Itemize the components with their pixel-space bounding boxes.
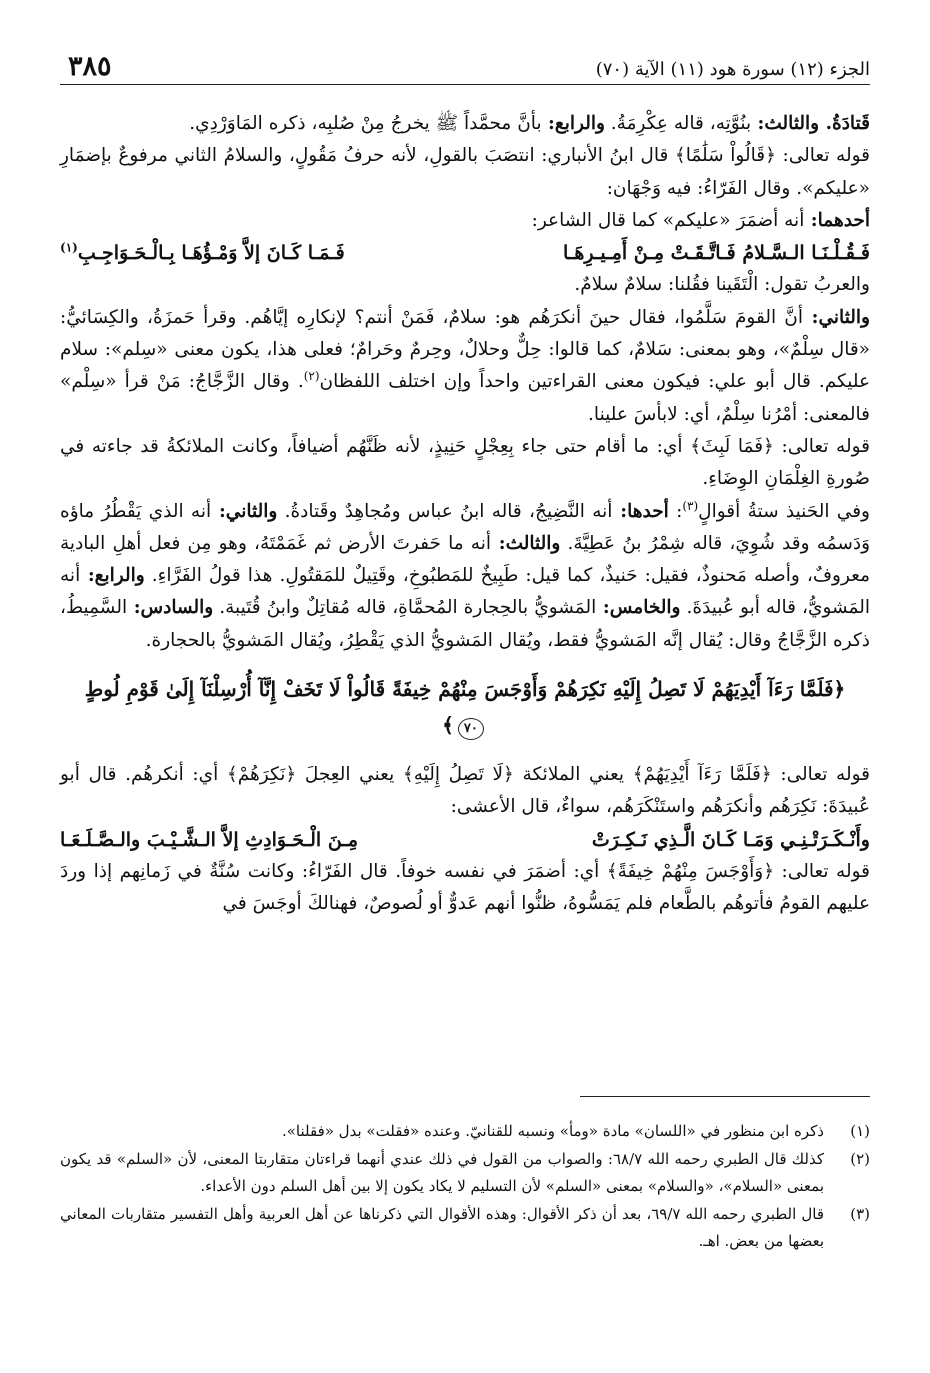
- paragraph-text: أنه المَشويُّ، قاله أبو عُبيدَةَ.: [60, 565, 870, 619]
- label-second: والثاني:: [211, 500, 278, 522]
- paragraph-text: السَّمِيطُ، ذكره الزَّجَّاجُ وقال: يُقال إنَّه المَشويُّ فقط، ويُقال المَشويُّ الذي يَقْطِرُ، ويُقال المَشويُّ بالحجارة.: [60, 597, 870, 651]
- hemistich-left: [60, 237, 345, 269]
- paragraph-7: [60, 496, 870, 657]
- paragraph-text: وفي الحَنيذ ستةُ أقوالٍ: [698, 500, 870, 522]
- paragraph-text: بأنَّ محمَّداً ﷺ يخرجُ مِنْ صُلبِه، ذكره المَاوَرْدِي.: [189, 113, 542, 134]
- verse-close-bracket: ﴾: [442, 713, 454, 738]
- label-fourth: والرابع:: [541, 113, 605, 134]
- hemistich-right: فَـقُـلْـنَـا الـسَّـلامُ فَـاتَّـقَـتْ مِـنْ أَمِـيـرِهَـا: [563, 242, 870, 265]
- footnote-number: (٣): [850, 1204, 870, 1223]
- verse-number-badge: ٧٠: [458, 718, 484, 740]
- footnote-number: (١): [850, 1122, 870, 1140]
- paragraph-5: [60, 302, 870, 431]
- footnote-rule: [580, 1096, 870, 1097]
- paragraph-3: [60, 205, 870, 237]
- page-header: [60, 50, 870, 90]
- paragraph-text: . وقال الزَّجَّاجُ: مَنْ قرأ «سِلْم» فالمعنى: أمْرُنا سِلْمٌ، أي: لابأسَ علينا.: [60, 371, 870, 425]
- hemistich-left: مِـنَ الْـحَـوَادِثِ إلاَّ الـشَّـيْـبَ والـصَّـلَـعَـا: [60, 828, 359, 851]
- paragraph-1: [60, 108, 870, 140]
- paragraph-8: قوله تعالى: ﴿فَلَمَّا رَءَآ أَيْدِيَهُمْ﴾ يعني الملائكة ﴿لَا تَصِلُ إِلَيْهِ﴾ يعني العِجلَ ﴿نَكِرَهُمْ﴾ أي: أنكرهُم. قال أبو عُبيدَةَ: نَكِرَهُم وأنكرَهُم واستَنْكَرَهُم، سواءٌ، قال الأعشى:: [60, 764, 870, 818]
- label-third: والثالث:: [751, 113, 820, 134]
- footnote-2: [60, 1146, 870, 1201]
- footnote-3: [60, 1201, 870, 1256]
- verse-text: ﴿فَلَمَّا رَءَآ أَيْدِيَهُمْ لَا تَصِلُ إِلَيْهِ نَكِرَهُمْ وَأَوْجَسَ مِنْهُمْ خِيفَةً قَالُواْ لَا تَخَفْ إِنَّآ أُرْسِلْنَآ إِلَىٰ قَوْمِ لُوطٍ: [84, 677, 846, 702]
- label-sixth: والسادس:: [127, 597, 214, 619]
- paragraph-9: قوله تعالى: ﴿وَأَوْجَسَ مِنْهُمْ خِيفَةً﴾ أي: أضمَرَ في نفسه خوفاً. قال الفَرّاءُ: وكانت سُنَّةٌ في زَمانِهم إذا وردَ عليهم القومُ فأتوهُم بالطَّعام فلم يَمَسُّوهُ، ظنُّوا أنهم عَدوٌّ أو لُصوصٌ، فهنالكَ أوجَسَ في: [60, 860, 870, 915]
- paragraph-text: أنه ما حَفرتَ الأرض ثم غَمَمْتَهُ، وهو مِن فعل أهلِ البادية معروفٌ، وأصله مَحنوذٌ، فقيل: حَنيذٌ، كما قيل: طَبِيخٌ للمَطبُوخِ، وقَتِيلٌ للمَقتُولِ. هذا قولُ الفَرَّاءِ.: [60, 532, 870, 587]
- footnote-text: كذلك قال الطبري رحمه الله ٦٨/٧: والصواب من القول في ذلك عندي أنهما قراءتان متقاربتا المعنى، لأن «السلم» قد يكون بمعنى «السلام»، «والسلام» بمعنى «السلم» لأن التسليم لا يكاد يكون إلا بين أهل السلم دون الأعداء.: [60, 1149, 824, 1195]
- label-second: والثاني:: [802, 306, 870, 328]
- footnotes: [60, 1118, 870, 1256]
- footnote-text: ذكره ابن منظور في «اللسان» مادة «ومأ» ونسبه للقنانيّ. وعنده «فقلت» بدل «فقلنا».: [281, 1122, 824, 1140]
- main-text: [60, 108, 870, 921]
- paragraph-text: قَتادَةُ.: [819, 113, 870, 134]
- header-rule: [60, 84, 870, 85]
- paragraph-6: قوله تعالى: ﴿فَمَا لَبِثَ﴾ أي: ما أقام حتى جاء بِعِجْلٍ حَنِيذٍ، لأنه ظَنَّهُم أضيافاً، وكانت الملائكةُ قد جاءته في صُورةِ الغِلْمَانِ الوِضَاءِ.: [60, 435, 870, 490]
- paragraph-4: والعربُ تقول: الْتَقَينا فقُلنا: سلامٌ سلامٌ.: [574, 274, 870, 296]
- footnote-ref: (٣): [682, 498, 699, 513]
- running-title: الجزء (١٢) سورة هود (١١) الآية (٧٠): [595, 59, 870, 80]
- quran-verse: [70, 671, 860, 743]
- poem-verse-1: [60, 237, 870, 269]
- label-fifth: والخامس:: [596, 597, 681, 619]
- label-first: أحدها:: [612, 500, 669, 522]
- footnote-1: [60, 1118, 870, 1146]
- label-third: والثالث:: [491, 532, 561, 554]
- footnote-ref: (١): [60, 240, 78, 255]
- hemistich-text: فَـمَـا كَـانَ إلاَّ وَمْـؤُهَـا بِـالْـحَـوَاجِـبِ: [77, 242, 345, 265]
- label-fourth: والرابع:: [80, 565, 145, 587]
- footnote-number: (٢): [850, 1149, 870, 1168]
- paragraph-text: أنَّ القومَ سَلَّمُوا، فقال حينَ أنكرَهُم هو: سلامٌ، فَمَنْ أنتم؟ لإنكارِه إيَّاهُم. وقرأ حَمزَةُ، والكِسَائيُّ: «قال سِلْمٌ»، وهو بمعنى: سَلامٌ، كما قالوا: حِلٌّ وحلالٌ، وحِرمٌ وحَرامٌ؛ فعلى هذا، يكون معنى «سِلم»: سلام عليكم. قال أبو علي: فيكون معنى القراءتين واحداً وإن اختلف اللفظان: [60, 306, 870, 393]
- paragraph-text: :: [668, 500, 683, 522]
- paragraph-2: قوله تعالى: ﴿قَالُواْ سَلَٰمًا﴾ قال ابنُ الأنباري: انتصَبَ بالقولِ، لأنه حرفُ مَقُولٍ، والسلامُ الثاني مرفوعٌ بإضمَارِ «عليكم». وقال الفَرّاءُ: فيه وَجْهَان:: [60, 145, 870, 199]
- paragraph-text: أنه النَّضِيجُ، قاله ابنُ عباس ومُجاهِدٌ وقَتادةُ.: [277, 500, 613, 522]
- page-number: ٣٨٥: [68, 51, 112, 82]
- footnote-ref: (٢): [303, 369, 320, 384]
- paragraph-text: المَشويُّ بالحِجارة المُحمَّاةِ، قاله مُقاتِلٌ وابنُ قُتَيبة.: [213, 597, 597, 619]
- paragraph-text: أنه أضمَرَ «عليكم» كما قال الشاعر:: [531, 209, 805, 231]
- paragraph-text: أنه الذي يَقْطُرُ ماؤه وَدَسمُه وقد شُوِيَ، قاله شِمْرُ بنُ عَطِيَّةَ.: [60, 500, 870, 554]
- hemistich-right: وأَنْـكَـرَتْـنِـي وَمَـا كَـانَ الَّـذِي نَـكِـرَتْ: [591, 828, 870, 851]
- label-first: أحدهما:: [804, 209, 870, 231]
- paragraph-text: بنُوَّتِه، قاله عِكْرِمَةُ.: [604, 113, 752, 134]
- footnote-text: قال الطبري رحمه الله ٦٩/٧، بعد أن ذكر الأقوال: وهذه الأقوال التي ذكرناها عن أهل العربية وأهل التفسير متقاربات المعاني بعضها من بعض. اهـ.: [60, 1204, 824, 1250]
- poem-verse-2: [60, 824, 870, 856]
